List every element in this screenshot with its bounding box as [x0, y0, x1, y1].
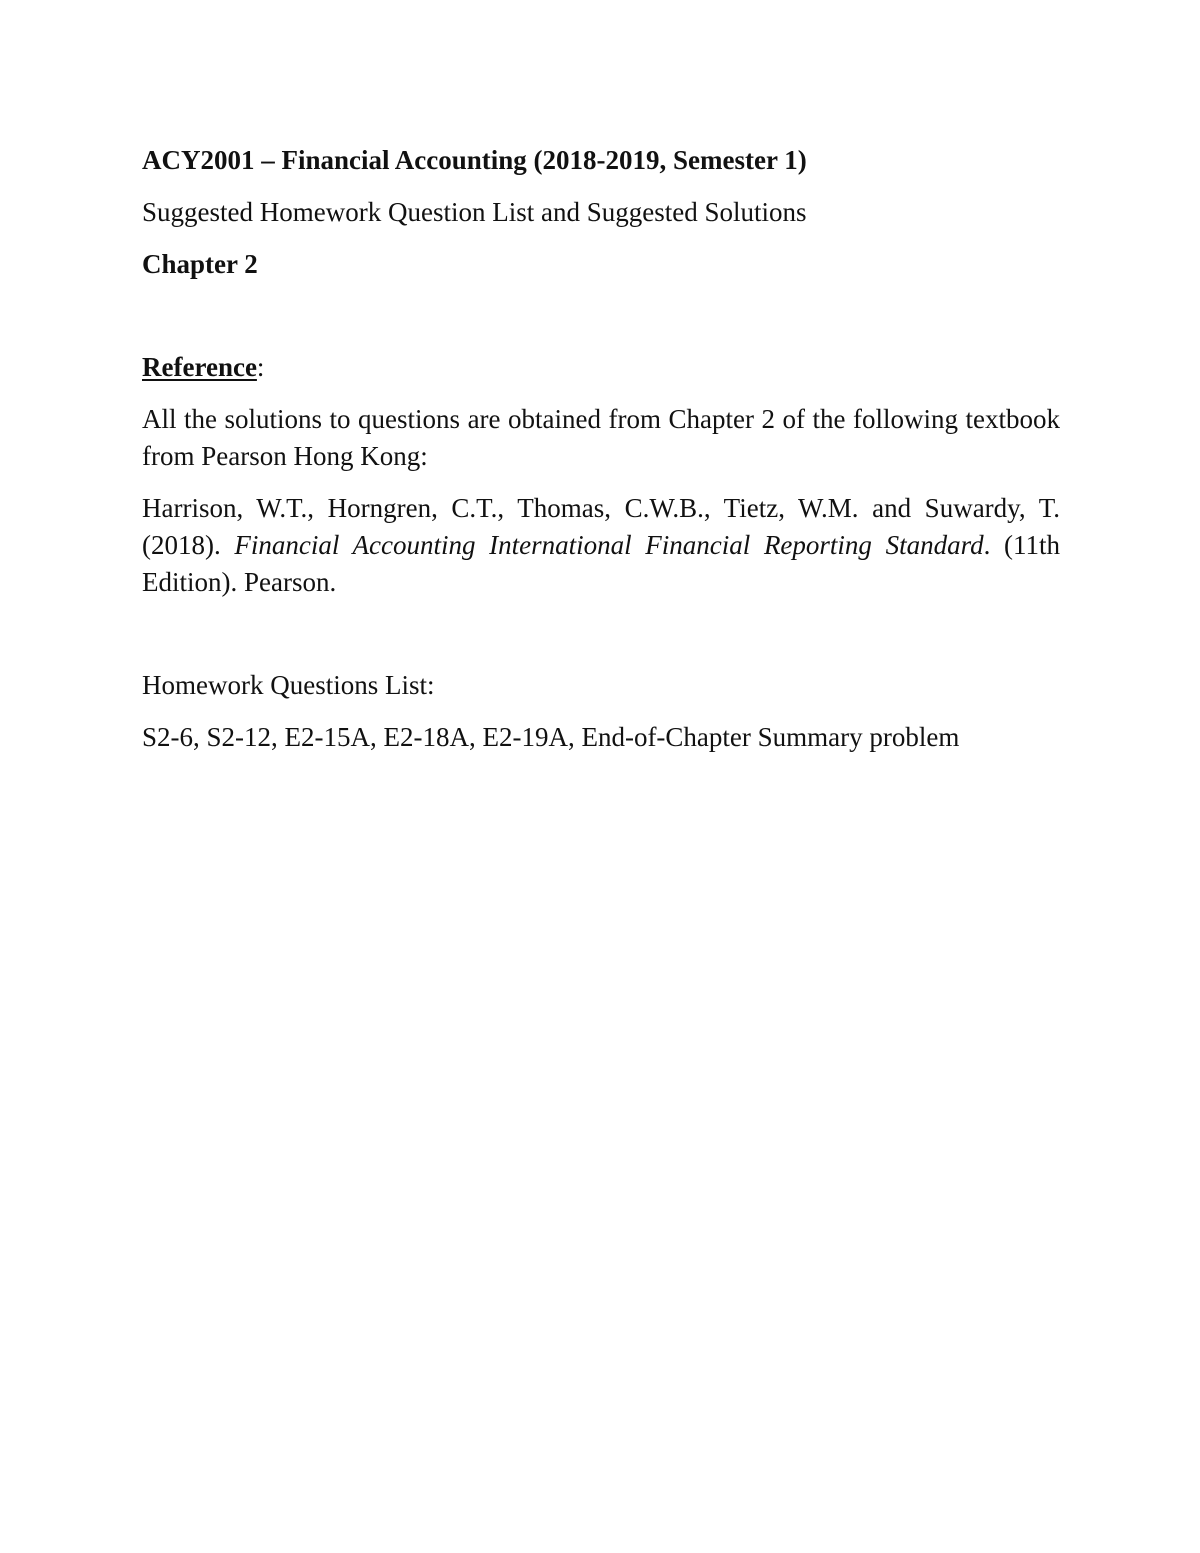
reference-heading-word: Reference — [142, 352, 257, 382]
homework-question-list: S2-6, S2-12, E2-15A, E2-18A, E2-19A, End-of-Chapter Summary problem — [142, 722, 960, 752]
reference-heading — [142, 349, 1060, 386]
reference-intro: All the solutions to questions are obtained from Chapter 2 of the following textbook from Pearson Hong Kong: — [142, 404, 1060, 471]
document-title: ACY2001 – Financial Accounting (2018-2019, Semester 1) — [142, 145, 807, 175]
citation-edition: . (11th Edition). Pearson. — [142, 530, 1060, 597]
citation-book-title: Financial Accounting International Financial Reporting Standard — [234, 530, 984, 560]
homework-heading: Homework Questions List: — [142, 670, 435, 700]
reference-citation — [142, 490, 1060, 601]
citation-authors: Harrison, W.T., Horngren, C.T., Thomas, C.W.B., Tietz, W.M. and Suwardy, T. (2018). — [142, 493, 1060, 560]
document-subtitle: Suggested Homework Question List and Suggested Solutions — [142, 197, 807, 227]
document-page — [142, 142, 1060, 756]
chapter-heading: Chapter 2 — [142, 249, 258, 279]
reference-heading-colon: : — [256, 352, 265, 382]
